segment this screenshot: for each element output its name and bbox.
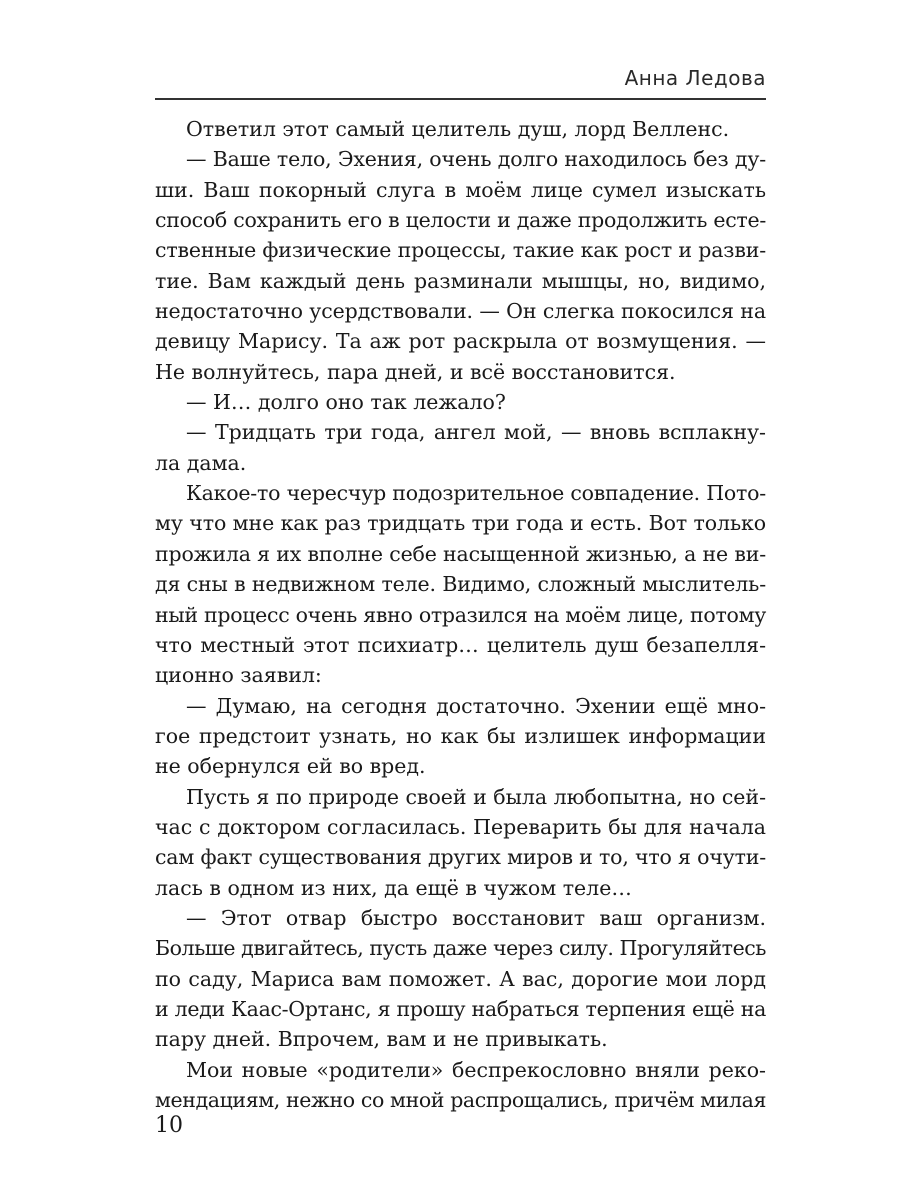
text-line: Какое-то чересчур подозрительное совпадение. Пото-: [186, 481, 766, 506]
text-line: девицу Марису. Та аж рот раскрыла от возмущения. —: [155, 329, 766, 354]
text-line: способ сохранить его в целости и даже продолжить есте-: [155, 208, 766, 233]
text-line: Ответил этот самый целитель душ, лорд Велленс.: [186, 117, 730, 141]
text-line: — И… долго оно так лежало?: [186, 390, 506, 415]
text-line: ла дама.: [155, 450, 247, 475]
text-line: гое предстоит узнать, но как бы излишек информации: [155, 723, 766, 748]
text-line: мендациям, нежно со мной распрощались, причём милая: [155, 1088, 766, 1112]
text-line: — Думаю, на сегодня достаточно. Эхении ещё мно-: [186, 693, 766, 718]
text-line: ционно заявил:: [155, 663, 322, 688]
text-line: ственные физические процессы, такие как рост и разви-: [155, 238, 766, 263]
text-line: сам факт существования других миров и то, что я очути-: [155, 845, 766, 870]
text-line: Пусть я по природе своей и была любопытна, но сей-: [186, 784, 766, 809]
text-line: — Тридцать три года, ангел мой, — вновь всплакну-: [186, 420, 766, 445]
text-line: Не волнуйтесь, пара дней, и всё восстановится.: [155, 359, 676, 384]
text-line: — Этот отвар быстро восстановит ваш организм.: [186, 905, 766, 930]
text-line: не обернулся ей во вред.: [155, 754, 426, 779]
page-number: 10: [155, 1113, 183, 1138]
text-line: прожила я их вполне себе насыщенной жизнью, а не ви-: [155, 541, 766, 566]
running-head-author: Анна Ледова: [624, 66, 766, 90]
text-line: тие. Вам каждый день разминали мышцы, но, видимо,: [155, 268, 766, 293]
text-line: му что мне как раз тридцать три года и есть. Вот только: [155, 511, 766, 536]
text-line: ный процесс очень явно отразился на моём лице, потому: [155, 602, 767, 627]
text-line: и леди Каас-Ортанс, я прошу набраться терпения ещё на: [155, 996, 766, 1021]
text-line: по саду, Мариса вам поможет. А вас, дорогие мои лорд: [155, 966, 766, 991]
text-line: что местный этот психиатр… целитель душ безапелля-: [155, 632, 766, 657]
text-line: пару дней. Впрочем, вам и не привыкать.: [155, 1027, 608, 1052]
body-text: [155, 114, 766, 1115]
text-line: Больше двигайтесь, пусть даже через силу. Прогуляйтесь: [155, 936, 767, 961]
text-line: — Ваше тело, Эхения, очень долго находилось без ду-: [186, 147, 766, 172]
text-line: лась в одном из них, да ещё в чужом теле…: [155, 875, 632, 900]
text-line: ши. Ваш покорный слуга в моём лице сумел изыскать: [155, 177, 766, 202]
text-line: Мои новые «родители» беспрекословно вняли реко-: [186, 1057, 766, 1082]
text-line: час с доктором согласилась. Переварить бы для начала: [155, 814, 766, 839]
header-rule: [155, 98, 766, 100]
text-line: недостаточно усердствовали. — Он слегка покосился на: [155, 299, 766, 324]
text-line: дя сны в недвижном теле. Видимо, сложный мыслитель-: [155, 572, 766, 597]
